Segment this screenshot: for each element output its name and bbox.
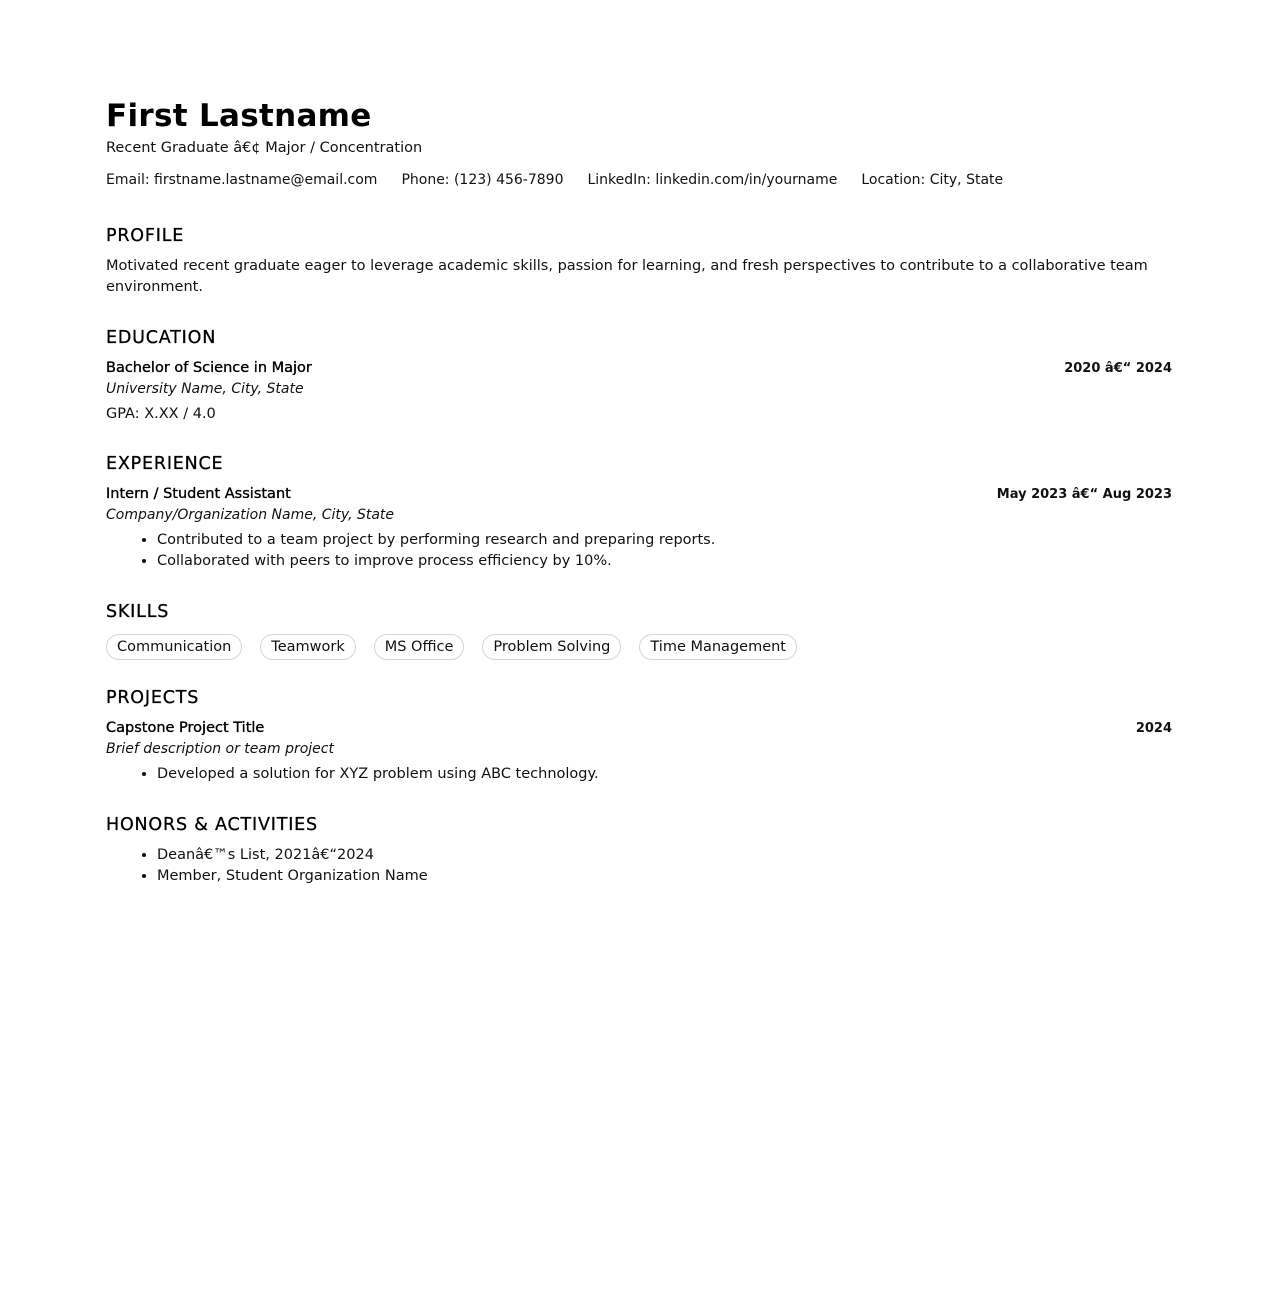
degree-title: Bachelor of Science in Major xyxy=(106,360,312,376)
experience-section xyxy=(106,452,1172,572)
resume-page xyxy=(106,0,1172,887)
experience-dates: May 2023 â€“ Aug 2023 xyxy=(996,487,1172,502)
contact-line xyxy=(106,170,1172,190)
list-item: • Contributed to a team project by performing research and preparing reports. xyxy=(157,530,1172,551)
skill-chip: Problem Solving xyxy=(482,634,621,660)
list-item: • Member, Student Organization Name xyxy=(157,866,1172,887)
section-title-projects: PROJECTS xyxy=(106,688,200,708)
project-entry-head xyxy=(106,718,1172,739)
contact-location: Location: City, State xyxy=(861,172,1004,188)
contact-email: Email: firstname.lastname@email.com xyxy=(106,172,378,188)
section-title-profile: PROFILE xyxy=(106,226,185,246)
list-item: • Developed a solution for XYZ problem using ABC technology. xyxy=(157,764,1172,785)
skills-section xyxy=(106,600,1172,660)
project-title: Capstone Project Title xyxy=(106,720,265,736)
section-title-education: EDUCATION xyxy=(106,328,217,348)
project-dates: 2024 xyxy=(1135,721,1172,736)
education-section xyxy=(106,326,1172,424)
profile-text: Motivated recent graduate eager to leverage academic skills, passion for learning, and fresh perspectives to contribute to a collaborative team environment. xyxy=(106,258,1148,295)
resume-header xyxy=(106,96,1172,190)
contact-linkedin: LinkedIn: linkedin.com/in/yourname xyxy=(587,172,838,188)
project-bullets xyxy=(106,764,1172,785)
skills-list xyxy=(106,634,1172,660)
project-description: Brief description or team project xyxy=(106,741,334,757)
skill-chip: Time Management xyxy=(639,634,797,660)
role-title: Intern / Student Assistant xyxy=(106,486,291,502)
list-item: • Collaborated with peers to improve process efficiency by 10%. xyxy=(157,551,1172,572)
list-item: • Deanâ€™s List, 2021â€“2024 xyxy=(157,845,1172,866)
contact-phone: Phone: (123) 456-7890 xyxy=(401,172,564,188)
gpa: GPA: X.XX / 4.0 xyxy=(106,406,216,422)
full-name: First Lastname xyxy=(106,98,372,134)
section-title-experience: EXPERIENCE xyxy=(106,454,224,474)
education-dates: 2020 â€“ 2024 xyxy=(1064,361,1172,376)
skill-chip: MS Office xyxy=(374,634,465,660)
education-entry-head xyxy=(106,358,1172,379)
projects-section xyxy=(106,686,1172,785)
honors-bullets xyxy=(106,845,1172,887)
experience-entry-head xyxy=(106,484,1172,505)
organization-name: Company/Organization Name, City, State xyxy=(106,507,395,523)
skill-chip: Communication xyxy=(106,634,242,660)
section-title-skills: SKILLS xyxy=(106,602,170,622)
section-title-honors: HONORS & ACTIVITIES xyxy=(106,815,318,835)
skill-chip: Teamwork xyxy=(260,634,355,660)
honors-section xyxy=(106,813,1172,887)
tagline: Recent Graduate â€¢ Major / Concentration xyxy=(106,140,423,156)
school-name: University Name, City, State xyxy=(106,381,304,397)
profile-section xyxy=(106,224,1172,298)
experience-bullets xyxy=(106,530,1172,572)
